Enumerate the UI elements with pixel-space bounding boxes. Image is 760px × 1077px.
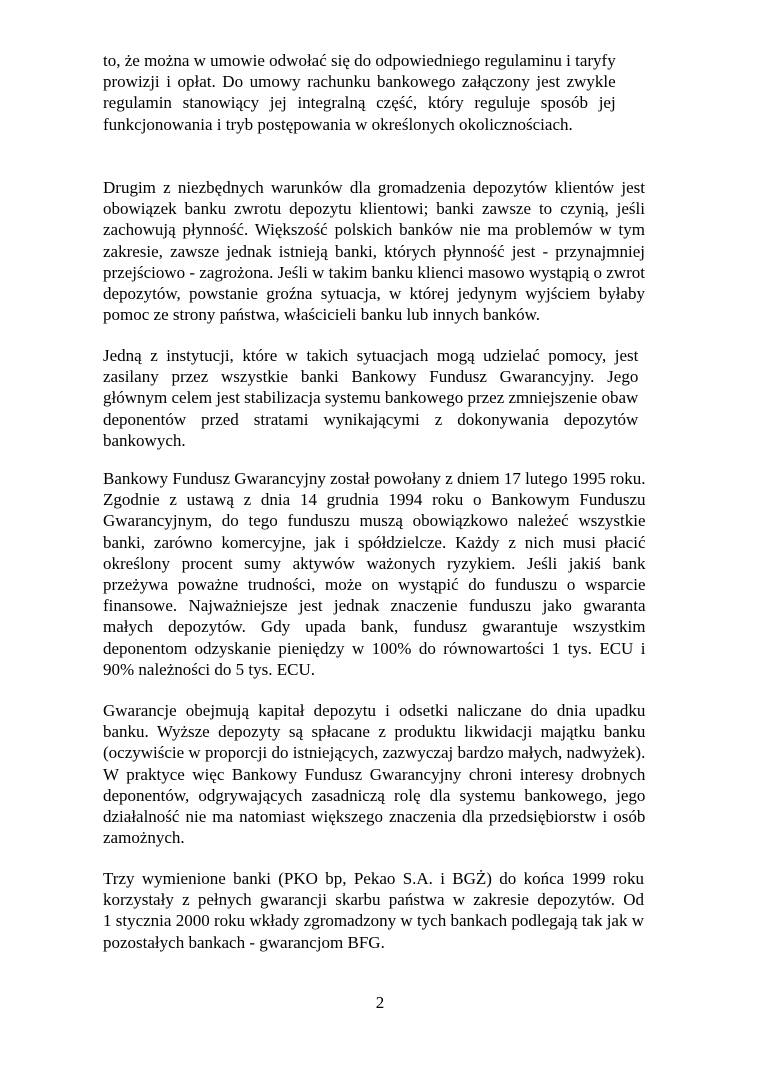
paragraph-2	[103, 177, 645, 325]
text-line: to, że można w umowie odwołać się do odpowiedniego regulaminu i taryfy	[103, 51, 616, 70]
text-line: banku. Wyższe depozyty są spłacane z produktu likwidacji majątku banku	[103, 722, 646, 742]
text-line: deponentów, odgrywających zasadniczą rolę dla systemu bankowego, jego	[103, 785, 646, 805]
text-line: 90% należności do 5 tys. ECU.	[103, 659, 315, 679]
text-line: deponentom odzyskanie pieniędzy w 100% do równowartości 1 tys. ECU i	[103, 638, 646, 658]
text-line: (oczywiście w proporcji do istniejących, zazwyczaj bardzo małych, nadwyżek).	[103, 743, 646, 763]
text-line: działalność nie ma natomiast większego znaczenia dla przedsiębiorstw i osób	[103, 807, 646, 827]
paragraph-1	[103, 50, 616, 135]
text-line: głównym celem jest stabilizacja systemu bankowego przez zmniejszenie obaw	[103, 388, 639, 408]
text-line: obowiązek banku zwrotu depozytu klientowi; banki zawsze to czynią, jeśli	[103, 199, 645, 219]
text-line: zasilany przez wszystkie banki Bankowy Fundusz Gwarancyjny. Jego	[103, 367, 639, 387]
text-line: deponentów przed stratami wynikającymi z dokonywania depozytów	[103, 409, 639, 429]
text-line: przejściowo - zagrożona. Jeśli w takim banku klienci masowo wystąpią o zwrot	[103, 262, 645, 282]
text-line: finansowe. Najważniejsze jest jednak znaczenie funduszu jako gwaranta	[103, 596, 646, 616]
paragraph-5	[103, 700, 645, 848]
text-line: regulamin stanowiący jej integralną część, który reguluje sposób jej	[103, 93, 616, 113]
text-line: zakresie, zawsze jednak istnieją banki, których płynność jest - przynajmniej	[103, 241, 645, 261]
paragraph-4	[103, 468, 646, 680]
text-line: zachowują płynność. Większość polskich banków nie ma problemów w tym	[103, 220, 645, 240]
text-line: małych depozytów. Gdy upada bank, fundusz gwarantuje wszystkim	[103, 617, 646, 637]
text-line: Zgodnie z ustawą z dnia 14 grudnia 1994 roku o Bankowym Funduszu	[103, 490, 646, 510]
text-line: Bankowy Fundusz Gwarancyjny został powołany z dniem 17 lutego 1995 roku.	[103, 469, 646, 488]
text-line: Drugim z niezbędnych warunków dla gromadzenia depozytów klientów jest	[103, 178, 645, 197]
text-line: pozostałych bankach - gwarancjom BFG.	[103, 932, 385, 952]
text-line: Gwarancyjnym, do tego funduszu muszą obowiązkowo należeć wszystkie	[103, 511, 646, 531]
text-line: banki, zarówno komercyjne, jak i spółdzielcze. Każdy z nich musi płacić	[103, 532, 646, 552]
text-line: zamożnych.	[103, 828, 185, 848]
text-line: przeżywa poważne trudności, może on wystąpić do funduszu o wsparcie	[103, 575, 646, 595]
text-line: pomoc ze strony państwa, właścicieli banku lub innych banków.	[103, 305, 541, 325]
paragraph-6	[103, 868, 644, 953]
text-line: określony procent sumy aktywów ważonych ryzykiem. Jeśli jakiś bank	[103, 553, 646, 573]
text-line: Jedną z instytucji, które w takich sytuacjach mogą udzielać pomocy, jest	[103, 346, 639, 365]
page-number: 2	[375, 993, 385, 1012]
text-line: 1 stycznia 2000 roku wkłady zgromadzony w tych bankach podlegają tak jak w	[103, 911, 645, 931]
text-line: W praktyce więc Bankowy Fundusz Gwarancyjny chroni interesy drobnych	[103, 764, 646, 784]
text-line: Trzy wymienione banki (PKO bp, Pekao S.A. i BGŻ) do końca 1999 roku	[103, 869, 645, 888]
text-line: korzystały z pełnych gwarancji skarbu państwa w zakresie depozytów. Od	[103, 890, 645, 910]
paragraph-3	[103, 345, 638, 451]
text-line: bankowych.	[103, 430, 186, 450]
text-line: depozytów, powstanie groźna sytuacja, w której jedynym wyjściem byłaby	[103, 284, 645, 304]
text-line: funkcjonowania i tryb postępowania w określonych okolicznościach.	[103, 114, 573, 134]
text-line: Gwarancje obejmują kapitał depozytu i odsetki naliczane do dnia upadku	[103, 701, 646, 720]
text-line: prowizji i opłat. Do umowy rachunku bankowego załączony jest zwykle	[103, 72, 616, 92]
